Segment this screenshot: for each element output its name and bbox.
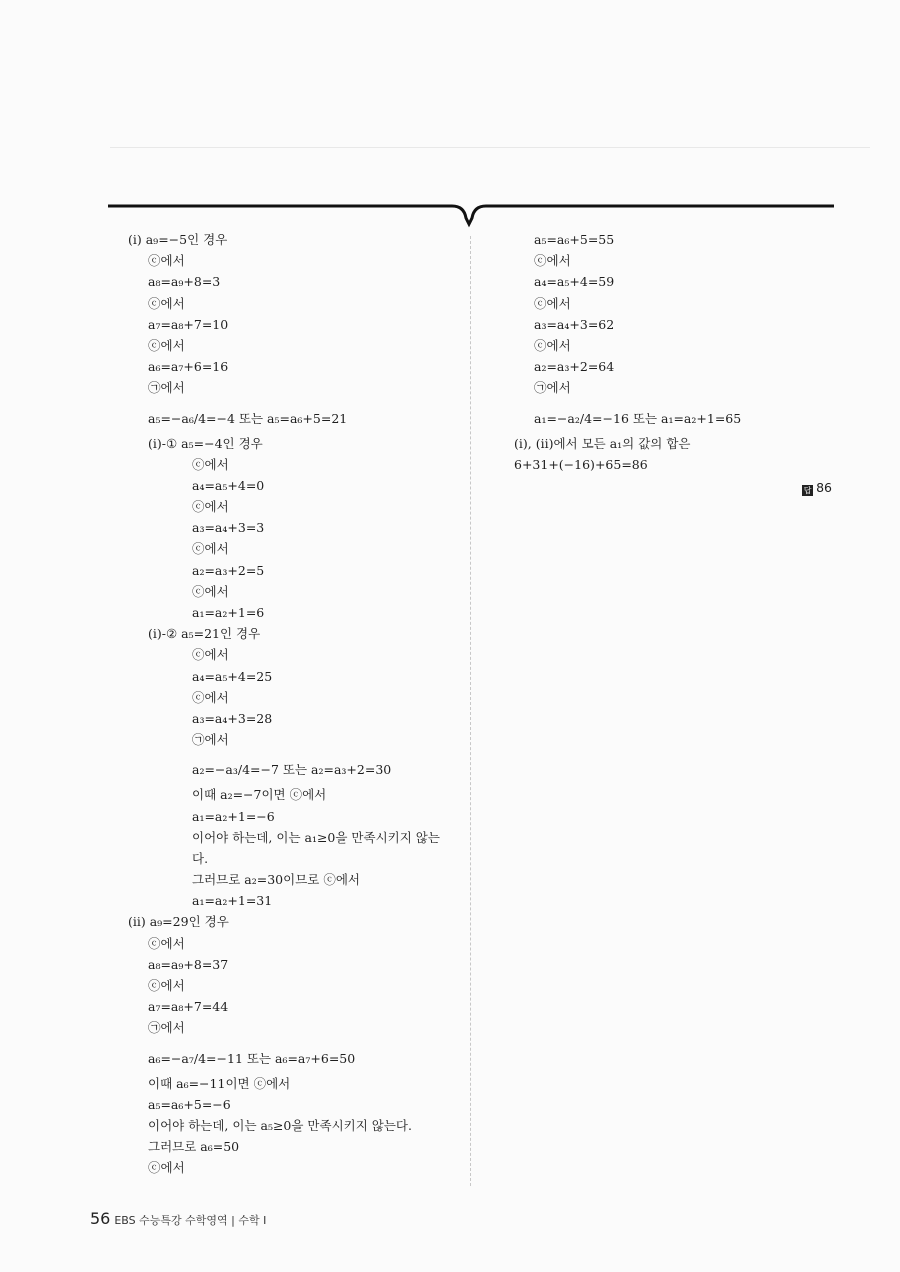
solution-line: ⓒ에서 [192, 689, 229, 705]
solution-line: a₂=−a₃/4=−7 또는 a₂=a₃+2=30 [192, 762, 392, 778]
solution-line: a₅=−a₆/4=−4 또는 a₅=a₆+5=21 [148, 410, 348, 426]
top-faint-rule [110, 147, 870, 148]
solution-line: ㉠에서 [148, 380, 185, 396]
page-footer [90, 1209, 266, 1228]
solution-line: a₂=a₃+2=64 [534, 359, 615, 375]
solution-line: a₆=−a₇/4=−11 또는 a₆=a₇+6=50 [148, 1050, 356, 1066]
solution-line: 이때 a₂=−7이면 ⓒ에서 [192, 787, 327, 803]
solution-line: ⓒ에서 [192, 647, 229, 663]
solution-line: a₈=a₉+8=37 [148, 956, 229, 972]
solution-line: ⓒ에서 [148, 1160, 185, 1176]
right-column [514, 229, 834, 475]
solution-line: ㉠에서 [148, 1020, 185, 1036]
solution-line: 6+31+(−16)+65=86 [514, 456, 648, 472]
left-column [128, 229, 458, 1179]
solution-line: 그러므로 a₂=30이므로 ⓒ에서 [192, 872, 360, 888]
solution-line: (ⅱ) a₉=29인 경우 [128, 914, 229, 930]
solution-line: ⓒ에서 [192, 541, 229, 557]
solution-line: a₄=a₅+4=0 [192, 477, 265, 493]
solution-line: a₇=a₈+7=44 [148, 999, 229, 1015]
header-rule [0, 190, 900, 230]
solution-line: ⓒ에서 [148, 253, 185, 269]
solution-line: ㉠에서 [192, 732, 229, 748]
solution-line: ⓒ에서 [192, 583, 229, 599]
solution-line: ⓒ에서 [192, 499, 229, 515]
solution-line: a₇=a₈+7=10 [148, 316, 229, 332]
solution-line: 이때 a₆=−11이면 ⓒ에서 [148, 1075, 291, 1091]
solution-line: ⓒ에서 [148, 978, 185, 993]
solution-line: 이어야 하는데, 이는 a₁≥0을 만족시키지 않는 [192, 829, 440, 845]
answer-value: 86 [816, 480, 832, 495]
book-title: EBS 수능특강 수학영역 | 수학 I [114, 1214, 267, 1227]
solution-line: a₃=a₄+3=62 [534, 316, 615, 332]
solution-line: (ⅰ)-② a₅=21인 경우 [148, 626, 261, 642]
solution-line: ⓒ에서 [534, 337, 571, 353]
page-number: 56 [90, 1209, 111, 1228]
solution-line: a₅=a₆+5=−6 [148, 1096, 231, 1112]
column-divider [470, 236, 471, 1186]
solution-line: a₃=a₄+3=3 [192, 520, 265, 536]
solution-line: a₁=−a₂/4=−16 또는 a₁=a₂+1=65 [534, 410, 742, 426]
solution-line: ⓒ에서 [192, 456, 229, 472]
solution-line: a₃=a₄+3=28 [192, 710, 273, 726]
solution-line: ⓒ에서 [148, 935, 185, 951]
solution-line: a₁=a₂+1=6 [192, 605, 265, 620]
solution-line: a₄=a₅+4=59 [534, 274, 615, 290]
solution-line: 이어야 하는데, 이는 a₅≥0을 만족시키지 않는다. [148, 1117, 412, 1133]
solution-line: a₂=a₃+2=5 [192, 562, 265, 578]
solution-line: (ⅰ)-① a₅=−4인 경우 [148, 435, 263, 451]
solution-line: a₁=a₂+1=−6 [192, 808, 275, 824]
solution-line: ⓒ에서 [148, 295, 185, 311]
answer-box [802, 480, 832, 496]
solution-line: 그러므로 a₆=50 [148, 1139, 240, 1155]
solution-line: (ⅰ), (ⅱ)에서 모든 a₁의 값의 합은 [514, 435, 691, 451]
solution-line: a₄=a₅+4=25 [192, 668, 273, 684]
solution-line: a₈=a₉+8=3 [148, 274, 221, 290]
solution-line: ⓒ에서 [534, 253, 571, 269]
solution-line: 다. [192, 850, 209, 866]
solution-line: a₁=a₂+1=31 [192, 893, 273, 909]
solution-line: ⓒ에서 [534, 295, 571, 311]
solution-line: ⓒ에서 [148, 337, 185, 353]
solution-line: a₅=a₆+5=55 [534, 232, 615, 247]
solution-line: ㉠에서 [534, 380, 571, 396]
solution-line: a₆=a₇+6=16 [148, 359, 229, 375]
answer-icon: 답 [803, 486, 812, 495]
solution-line: (ⅰ) a₉=−5인 경우 [128, 232, 228, 247]
